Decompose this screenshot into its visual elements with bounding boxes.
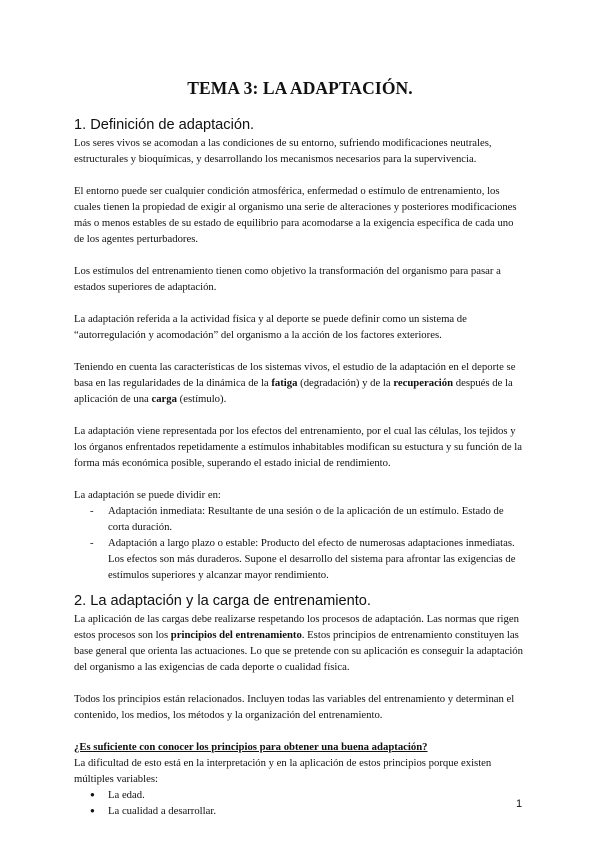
paragraph: Los seres vivos se acomodan a las condiciones de su entorno, sufriendo modificaciones neutrales, estructurales y bioquímicas, y desarrollando los mecanismos necesarios para la supervivencia. [74, 137, 492, 165]
paragraph: Los estímulos del entrenamiento tienen como objetivo la transformación del organismo para pasar a estados superiores de adaptación. [74, 265, 501, 293]
paragraph [74, 359, 526, 407]
paragraph: La adaptación viene representada por los efectos del entrenamiento, por el cual las células, los tejidos y los órganos enfrentados repetidamente a estímulos inhabitables modifican su estuctura y su función de la forma más económica posible, superando el estado inicial de rendimiento. [74, 425, 522, 469]
paragraph: Todos los principios están relacionados. Incluyen todas las variables del entrenamiento y determinan el contenido, los medios, los métodos y la organización del entrenamiento. [74, 693, 515, 721]
section-1-heading: 1. Definición de adaptación. [74, 117, 255, 133]
text-run: Teniendo en cuenta las características de los sistemas vivos, el estudio de la adaptación en el deporte se basa en las regularidades de la dinámica de la [74, 361, 516, 389]
page-number: 1 [516, 798, 523, 810]
paragraph: La adaptación referida a la actividad física y al deporte se puede definir como un sistema de “autorregulación y acomodación” del organismo a la acción de los factores exteriores. [74, 313, 467, 341]
text-run: después de la aplicación de una [74, 377, 513, 405]
list-item: - Adaptación inmediata: Resultante de una sesión o de la aplicación de un estímulo. Estado de corta duración. [108, 503, 526, 535]
paragraph [74, 611, 526, 675]
section-2-heading: 2. La adaptación y la carga de entrenamiento. [74, 593, 371, 609]
text-run: (estímulo). [176, 393, 227, 405]
text-run: . Estos principios de entrenamiento constituyen las base general que orienta las actuaciones. Lo que se pretende con su aplicación es conseguir la adaptación del organismo a las exigencias de cada deporte o cualidad física. [74, 629, 523, 673]
paragraph: La dificultad de esto está en la interpretación y en la aplicación de estos principios porque existen múltiples variables: [74, 757, 492, 785]
adaptation-types-list [74, 503, 526, 583]
question-heading: ¿Es suficiente con conocer los principios para obtener una buena adaptación? [74, 741, 428, 753]
text-run: (degradación) y de la [297, 377, 394, 389]
list-item: ● La edad. [108, 787, 526, 803]
bold-term-recuperacion: recuperación [393, 377, 454, 389]
list-item: ● La cualidad a desarrollar. [108, 803, 526, 819]
variables-list [74, 787, 526, 819]
text-run: La aplicación de las cargas debe realizarse respetando los procesos de adaptación. Las normas que rigen estos procesos son los [74, 613, 519, 641]
bold-term-carga: carga [151, 393, 177, 405]
list-item: - Adaptación a largo plazo o estable: Producto del efecto de numerosas adaptaciones inmediatas. Los efectos son más duraderos. Supone el desarrollo del sistema para afrontar las exigencias de estímulos superiores y alcanzar mayor rendimiento. [108, 535, 526, 583]
paragraph: El entorno puede ser cualquier condición atmosférica, enfermedad o estímulo de entrenamiento, los cuales tienen la propiedad de exigir al organismo una serie de alteraciones y posteriores modificaciones más o menos estables de su estado de equilibrio para acomodarse a la exigencia específica de cada uno de los agentes perturbadores. [74, 185, 517, 245]
paragraph: La adaptación se puede dividir en: [74, 489, 221, 501]
bold-term-principios: principios del entrenamiento [170, 629, 302, 641]
bold-term-fatiga: fatiga [271, 377, 298, 389]
page-title: TEMA 3: LA ADAPTACIÓN. [187, 78, 413, 98]
page-content [74, 78, 526, 819]
